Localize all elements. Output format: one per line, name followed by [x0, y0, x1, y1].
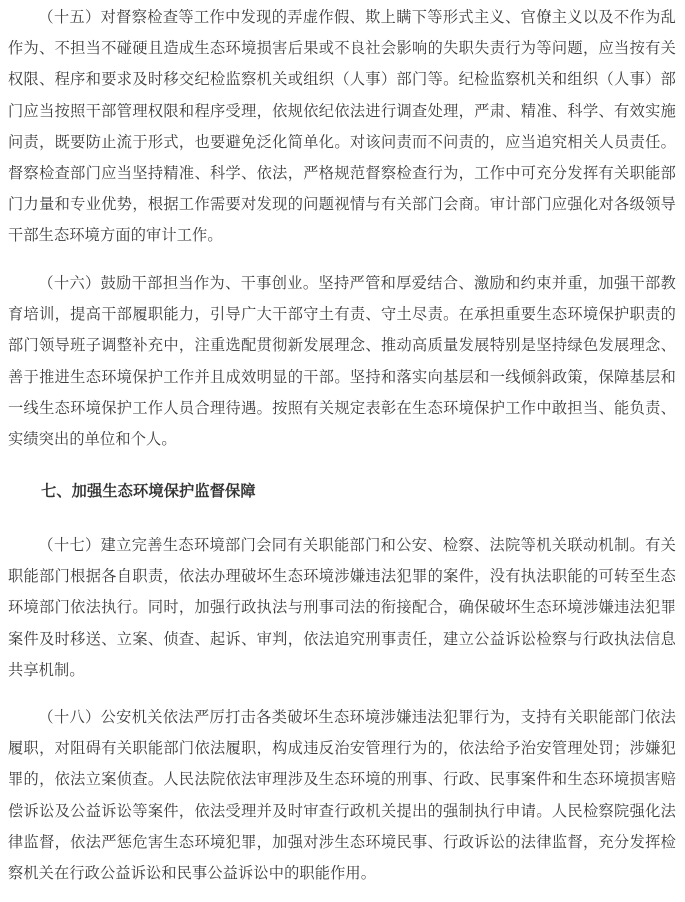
- paragraph-17: （十七）建立完善生态环境部门会同有关职能部门和公安、检察、法院等机关联动机制。有关职能部门根据各自职责，依法办理破坏生态环境涉嫌违法犯罪的案件，没有执法职能的可转至生态环境部门依法执行。同时，加强行政执法与刑事司法的衔接配合，确保破坏生态环境涉嫌违法犯罪案件及时移送、立案、侦查、起诉、审判，依法追究刑事责任，建立公益诉讼检察与行政执法信息共享机制。: [8, 536, 676, 679]
- paragraph-15: （十五）对督察检查等工作中发现的弄虚作假、欺上瞒下等形式主义、官僚主义以及不作为乱作为、不担当不碰硬且造成生态环境损害后果或不良社会影响的失职失责行为等问题，应当按有关权限、程序和要求及时移交纪检监察机关或组织（人事）部门等。纪检监察机关和组织（人事）部门应当按照干部管理权限和程序受理，依规依纪依法进行调查处理，严肃、精准、科学、有效实施问责，既要防止流于形式，也要避免泛化简单化。对该问责而不问责的，应当追究相关人员责任。督察检查部门应当坚持精准、科学、依法，严格规范督察检查行为，工作中可充分发挥有关职能部门力量和专业优势，根据工作需要对发现的问题视情与有关部门会商。审计部门应强化对各级领导干部生态环境方面的审计工作。: [8, 8, 676, 245]
- paragraph-18: （十八）公安机关依法严厉打击各类破坏生态环境涉嫌违法犯罪行为，支持有关职能部门依法履职，对阻碍有关职能部门依法履职，构成违反治安管理行为的，依法给予治安管理处罚；涉嫌犯罪的，依法立案侦查。人民法院依法审理涉及生态环境的刑事、行政、民事案件和生态环境损害赔偿诉讼及公益诉讼等案件，依法受理并及时审查行政机关提出的强制执行申请。人民检察院强化法律监督，依法严惩危害生态环境犯罪，加强对涉生态环境民事、行政诉讼的法律监督，充分发挥检察机关在行政公益诉讼和民事公益诉讼中的职能作用。: [8, 708, 676, 883]
- paragraph-16: （十六）鼓励干部担当作为、干事创业。坚持严管和厚爱结合、激励和约束并重，加强干部教育培训，提高干部履职能力，引导广大干部守土有责、守土尽责。在承担重要生态环境保护职责的部门领导班子调整补充中，注重选配贯彻新发展理念、推动高质量发展特别是坚持绿色发展理念、善于推进生态环境保护工作并且成效明显的干部。坚持和落实向基层和一线倾斜政策，保障基层和一线生态环境保护工作人员合理待遇。按照有关规定表彰在生态环境保护工作中敢担当、能负责、实绩突出的单位和个人。: [8, 274, 676, 449]
- section-heading-7: 七、加强生态环境保护监督保障: [41, 482, 256, 500]
